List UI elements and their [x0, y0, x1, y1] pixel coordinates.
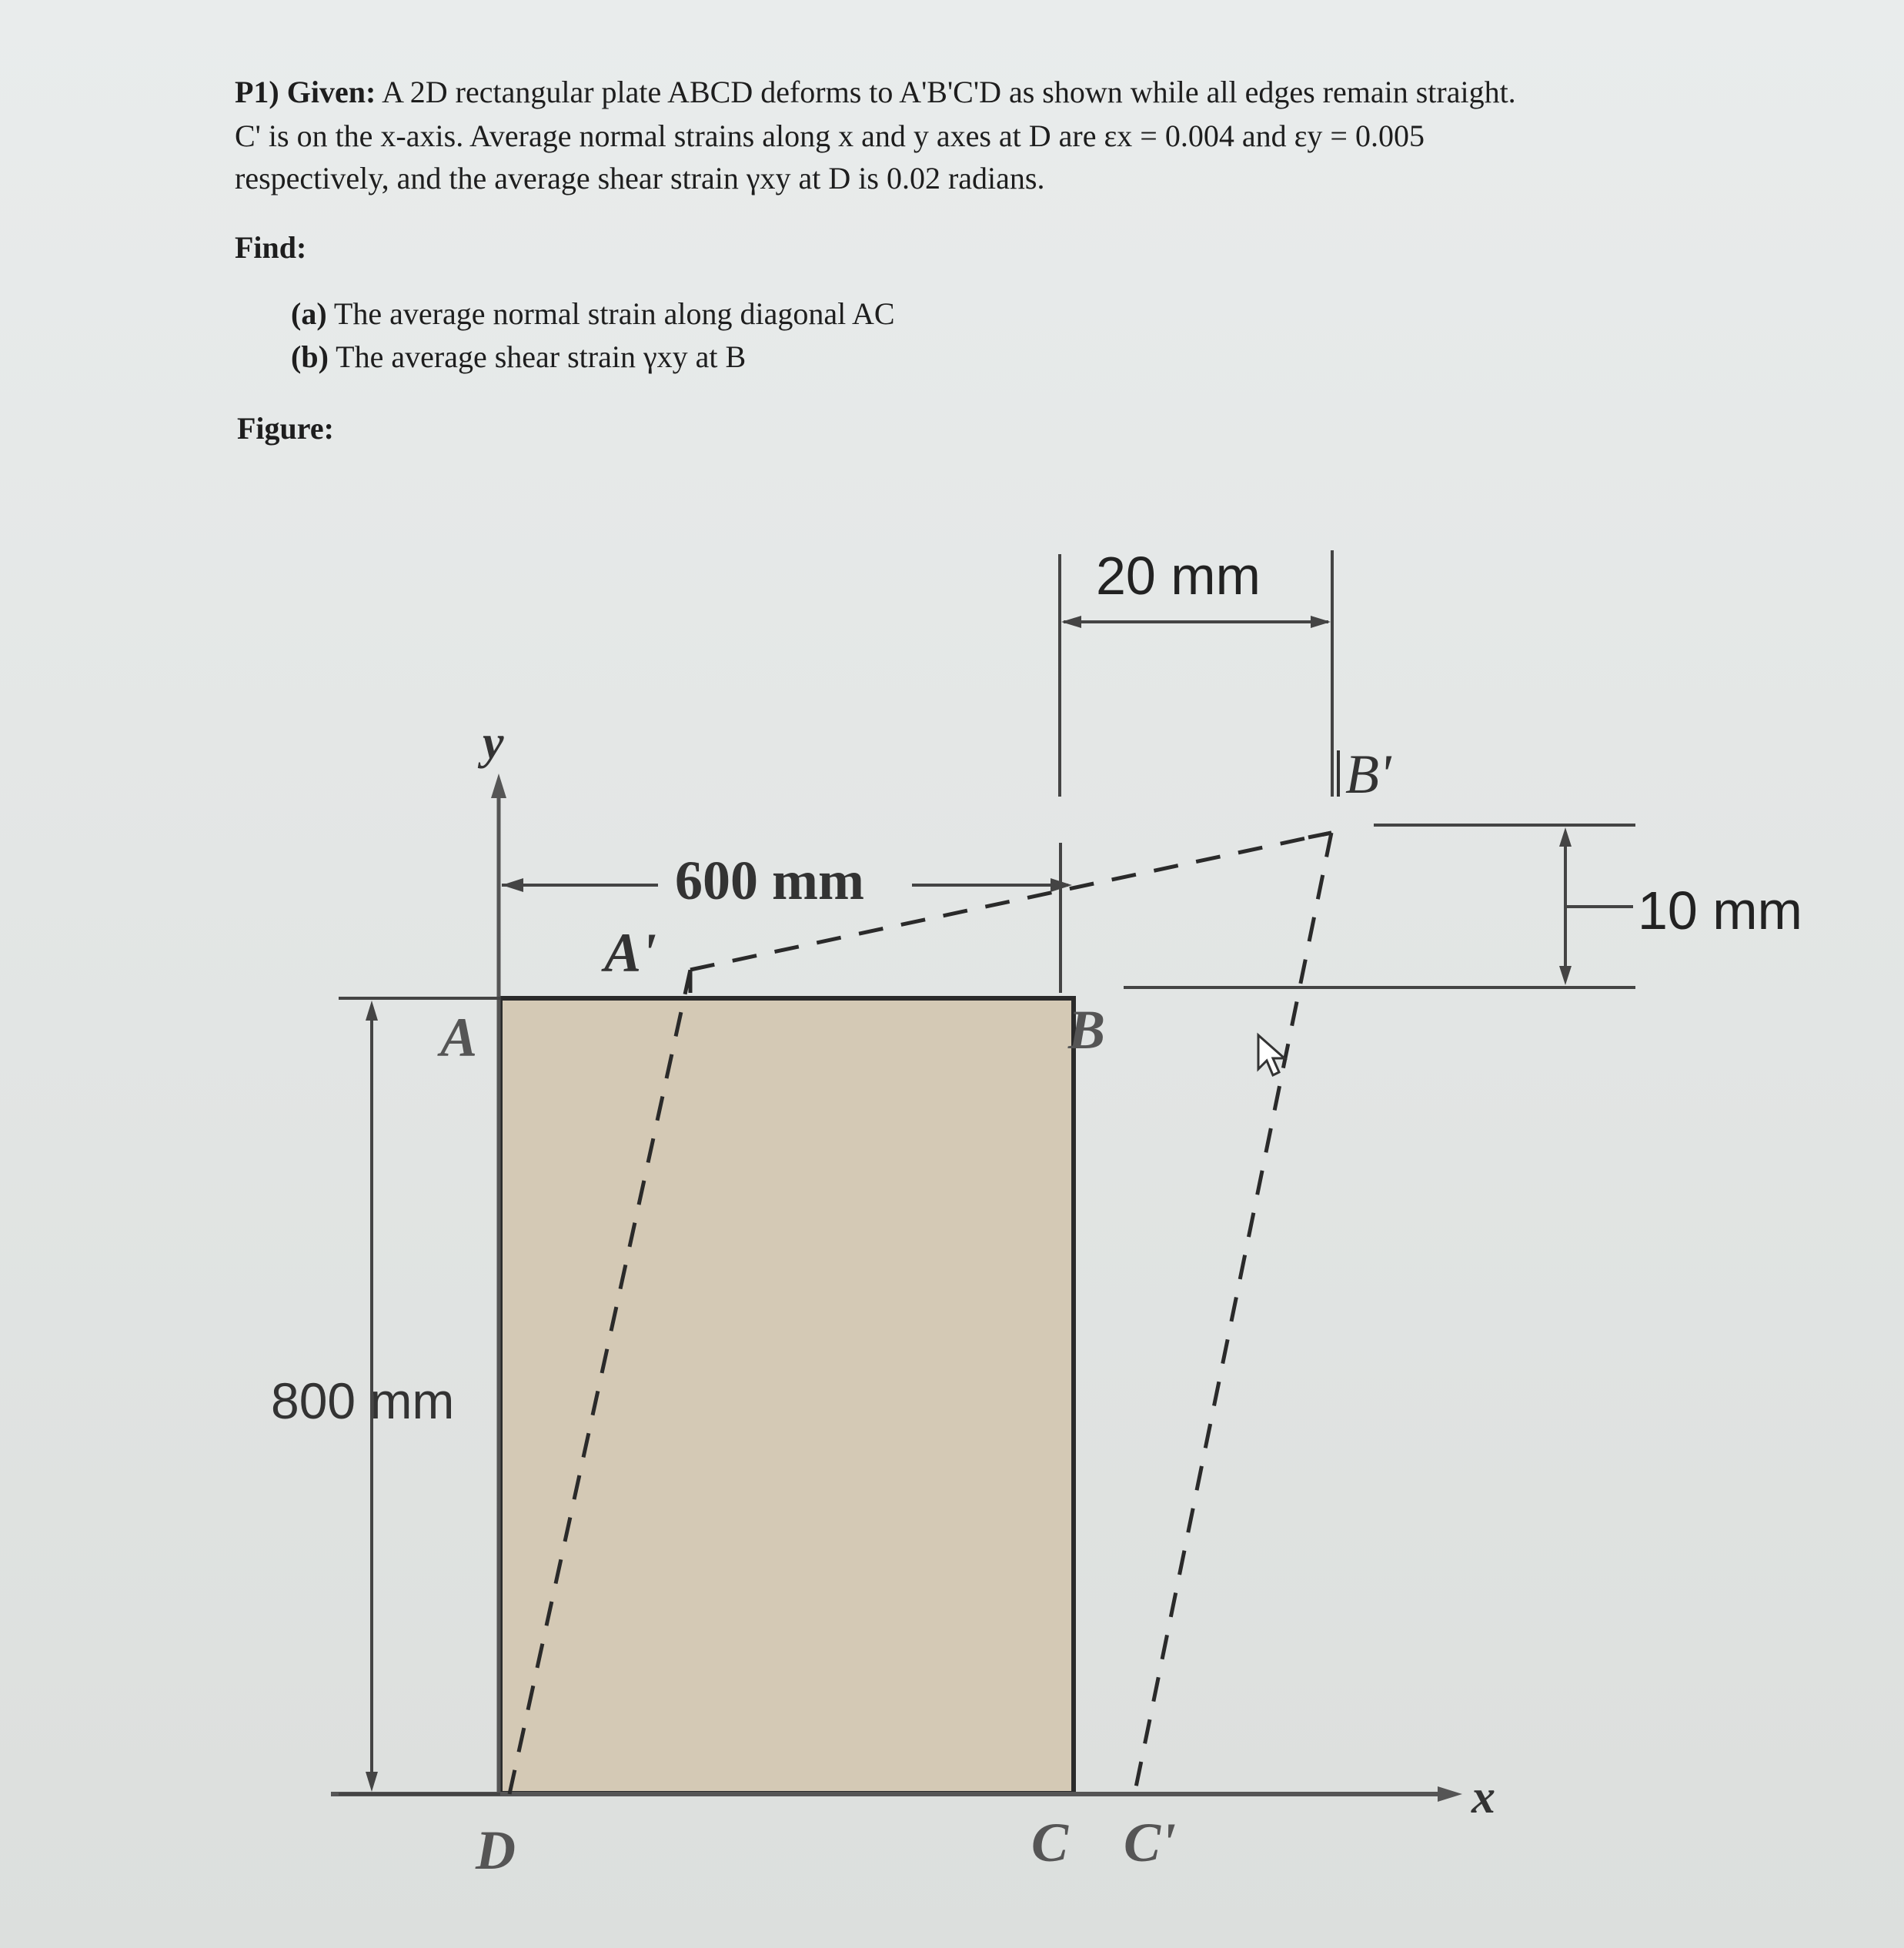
problem-text-3: respectively, and the average shear strain γxy at D is 0.02 radians. [235, 161, 1045, 195]
label-c-prime: C' [1124, 1812, 1177, 1873]
dim-20-label: 20 mm [1096, 546, 1261, 606]
y-axis-arrow [491, 774, 506, 798]
label-a: A [440, 1007, 478, 1068]
dim-10-label: 10 mm [1638, 880, 1802, 941]
label-b-prime: B' [1345, 743, 1391, 805]
find-item-a-text: The average normal strain along diagonal AC [333, 296, 895, 331]
dim-20-arrow-left [1061, 616, 1081, 628]
plate-abcd [500, 998, 1074, 1793]
find-heading: Find: [235, 230, 307, 265]
b-prime-tick [1308, 833, 1331, 837]
dim-600-arrow-left [502, 878, 523, 892]
label-x-axis: x [1471, 1771, 1495, 1823]
label-a-prime: A' [604, 922, 657, 984]
figure-heading: Figure: [237, 411, 334, 446]
dim-800-label: 800 mm [271, 1372, 455, 1429]
find-item-a-marker: (a) [291, 296, 327, 331]
problem-text-1: A 2D rectangular plate ABCD deforms to A'B'C'D as shown while all edges remain straight. [382, 75, 1516, 109]
given-label: Given: [286, 75, 376, 109]
dim-800-arrow-top [366, 1001, 378, 1021]
dim-20-arrow-right [1311, 616, 1331, 628]
dim-10-arrow-top [1559, 827, 1572, 847]
problem-text-2: C' is on the x-axis. Average normal strains along x and y axes at D are εx = 0.004 and εy = 0.005 [235, 119, 1425, 153]
dim-10-arrow-bottom [1559, 966, 1572, 985]
deformed-edge-bc [1136, 833, 1331, 1787]
find-item-b-marker: (b) [291, 339, 329, 374]
label-y-axis: y [483, 717, 504, 769]
problem-number: P1) [235, 75, 279, 109]
label-b: B [1068, 999, 1106, 1061]
label-c: C [1031, 1812, 1069, 1873]
dim-600-label: 600 mm [675, 850, 864, 911]
label-d: D [476, 1819, 516, 1881]
x-axis-arrow [1438, 1786, 1462, 1802]
dim-800-arrow-bottom [366, 1772, 378, 1792]
find-item-b-text: The average shear strain γxy at B [336, 339, 747, 374]
mouse-cursor-icon [1258, 1035, 1284, 1075]
